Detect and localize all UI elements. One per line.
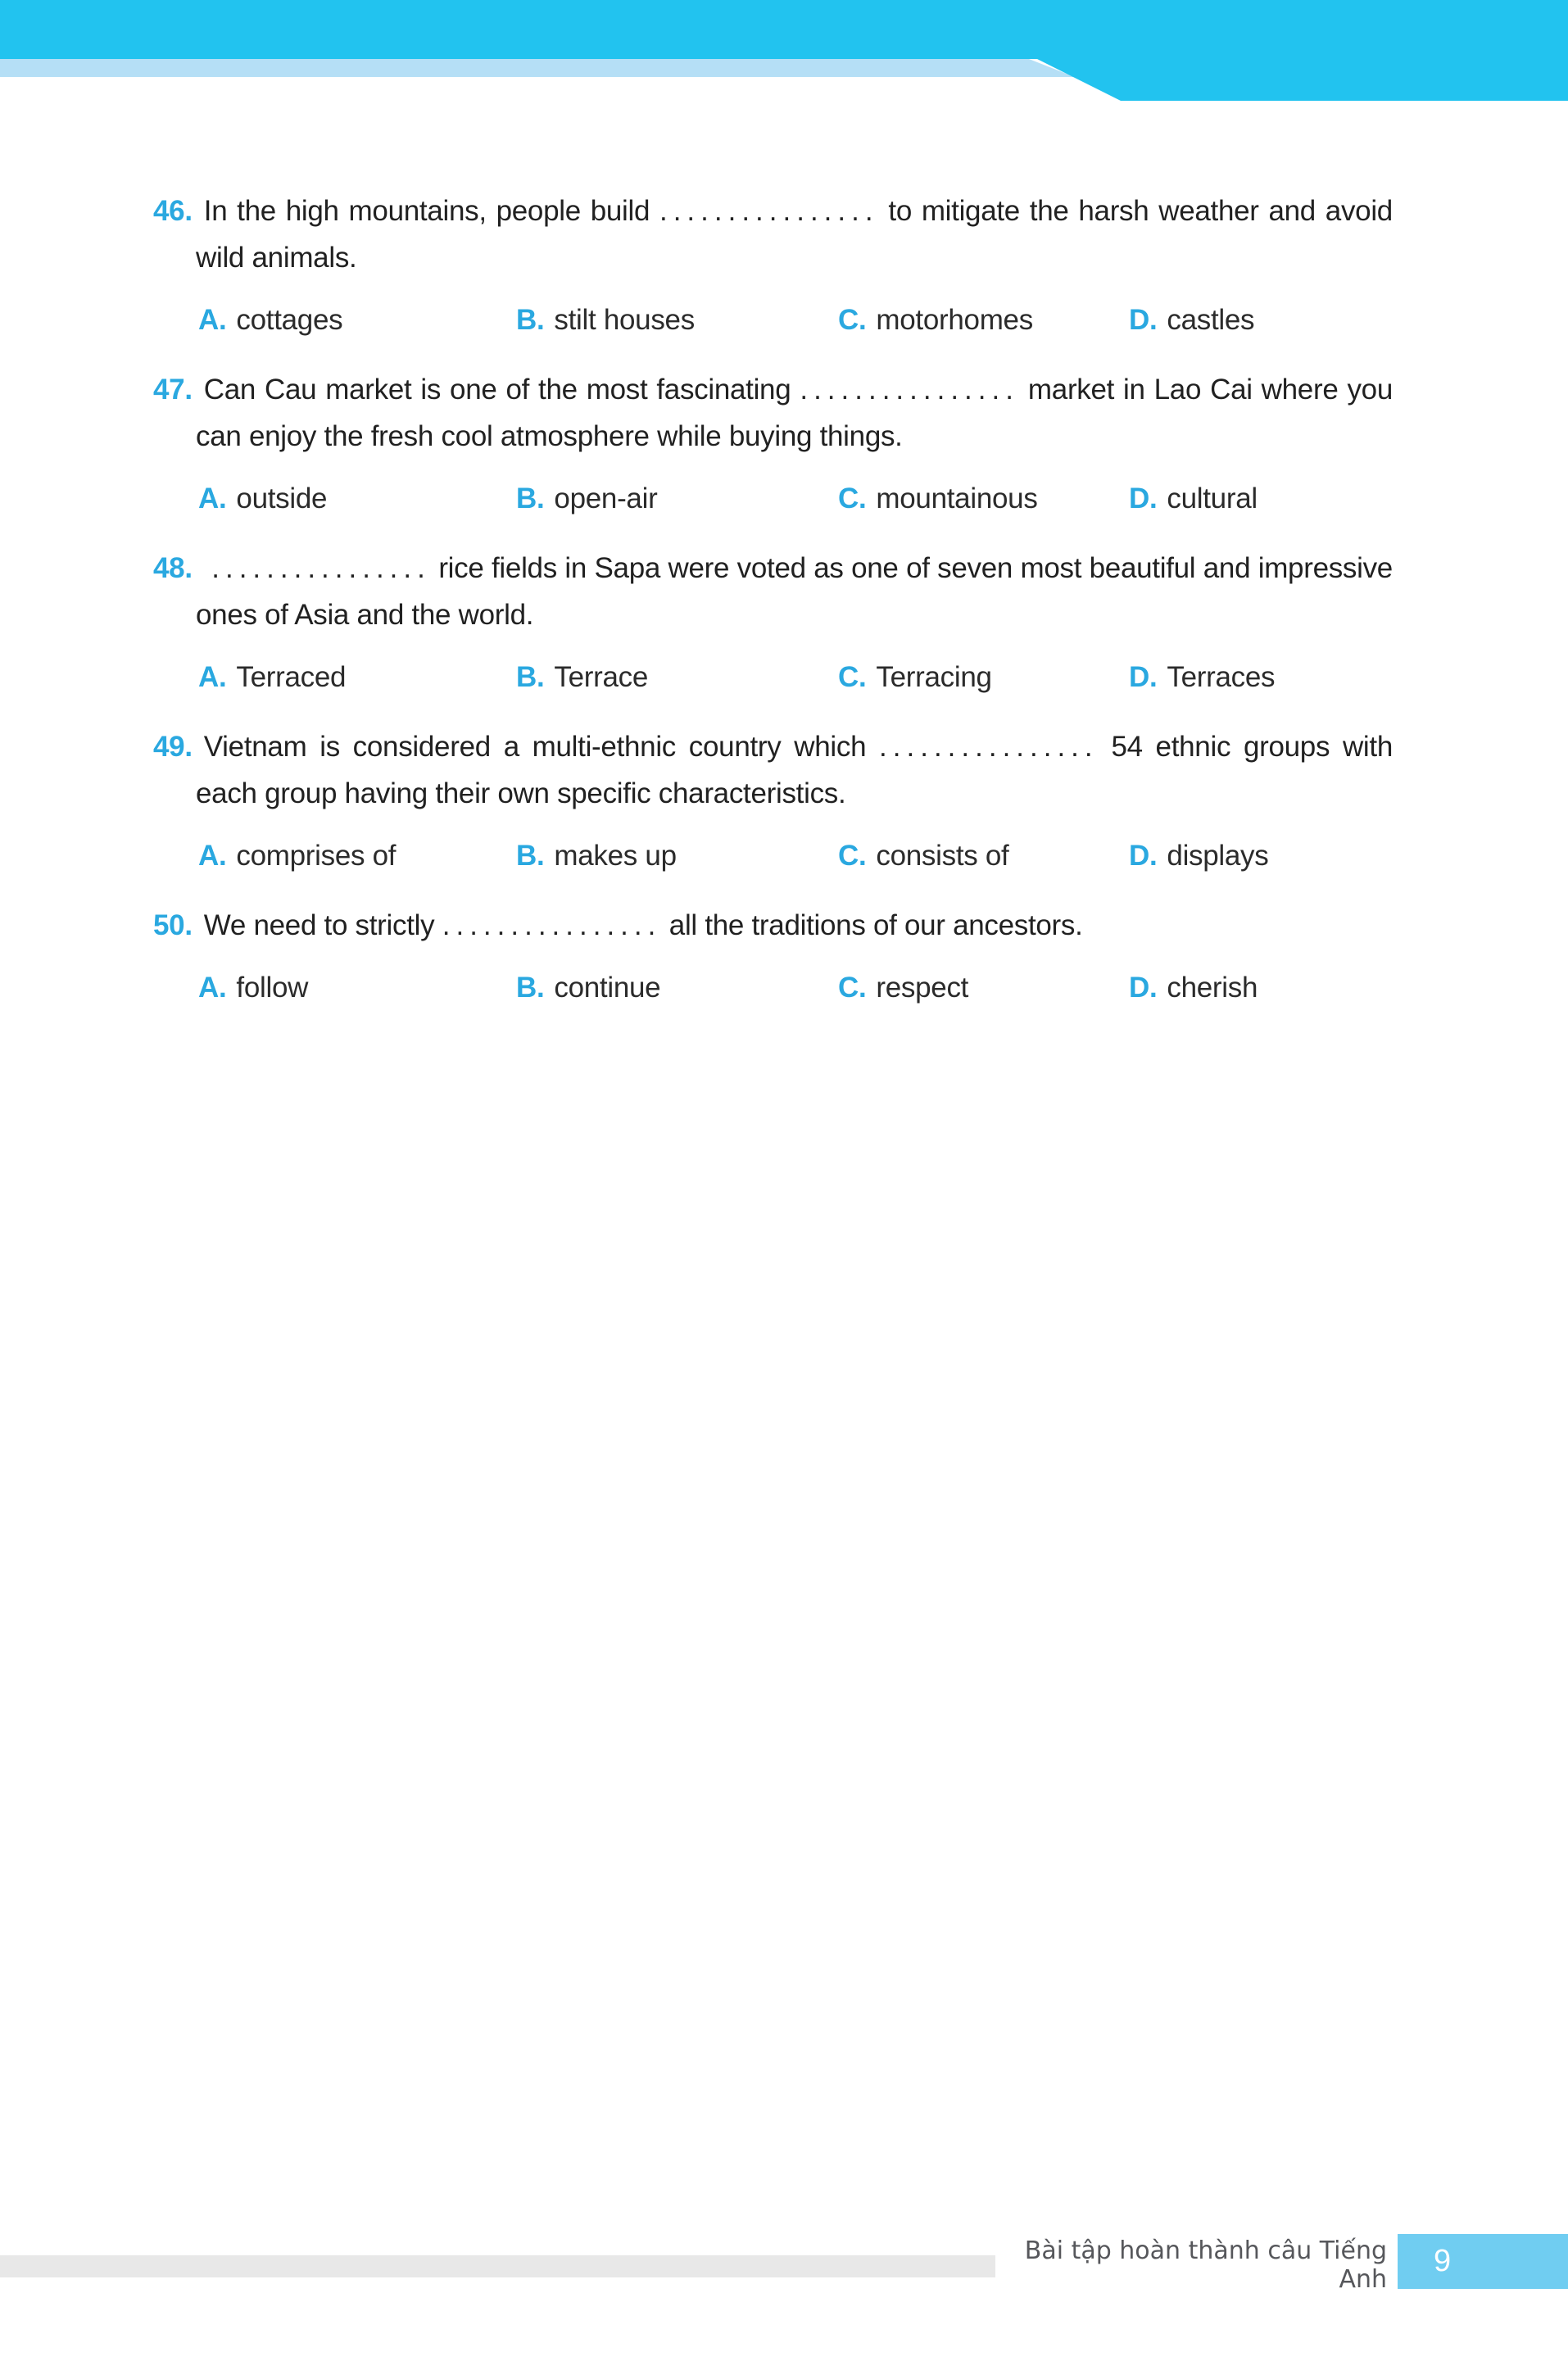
option-letter: B. xyxy=(516,304,545,336)
option-text: consists of xyxy=(876,840,1009,872)
option-letter: C. xyxy=(838,304,867,336)
option-c xyxy=(838,964,1129,1011)
option-text: cottages xyxy=(236,304,343,336)
option-text: outside xyxy=(236,483,328,514)
option-letter: B. xyxy=(516,661,545,693)
option-text: Terraces xyxy=(1167,661,1276,693)
question-47 xyxy=(153,366,1393,522)
question-post: to mitigate the harsh weather and avoid wild animals. xyxy=(196,195,1393,274)
question-number: 48. xyxy=(153,552,193,584)
option-text: stilt houses xyxy=(554,304,695,336)
blank-dots: ................ xyxy=(211,552,431,584)
option-letter: C. xyxy=(838,840,867,872)
option-d xyxy=(1129,475,1393,522)
question-text xyxy=(153,902,1393,949)
page-number-box xyxy=(1398,2234,1568,2289)
option-letter: D. xyxy=(1129,840,1158,872)
question-number: 47. xyxy=(153,374,193,406)
option-letter: B. xyxy=(516,972,545,1004)
option-b xyxy=(516,297,838,343)
option-text: open-air xyxy=(554,483,658,514)
option-a xyxy=(198,964,516,1011)
option-text: motorhomes xyxy=(876,304,1033,336)
option-a xyxy=(198,832,516,879)
option-text: Terrace xyxy=(554,661,649,693)
option-a xyxy=(198,654,516,700)
blank-dots: ................ xyxy=(800,374,1019,406)
option-c xyxy=(838,297,1129,343)
question-text xyxy=(153,188,1393,281)
option-letter: C. xyxy=(838,972,867,1004)
option-text: displays xyxy=(1167,840,1269,872)
option-letter: C. xyxy=(838,483,867,514)
option-letter: A. xyxy=(198,972,227,1004)
option-text: Terraced xyxy=(236,661,347,693)
page-number: 9 xyxy=(1434,2244,1452,2278)
option-d xyxy=(1129,654,1393,700)
question-49 xyxy=(153,723,1393,879)
options-row xyxy=(153,475,1393,522)
option-letter: B. xyxy=(516,840,545,872)
option-text: cherish xyxy=(1167,972,1258,1004)
option-b xyxy=(516,832,838,879)
option-letter: A. xyxy=(198,304,227,336)
header-cyan-tab xyxy=(1037,59,1568,101)
question-number: 49. xyxy=(153,731,193,763)
question-pre: Can Cau market is one of the most fascinating xyxy=(203,374,791,406)
option-letter: A. xyxy=(198,661,227,693)
option-b xyxy=(516,964,838,1011)
blank-dots: ................ xyxy=(659,195,879,227)
question-pre: Vietnam is considered a multi-ethnic country which xyxy=(203,731,867,763)
questions-list xyxy=(0,0,1568,1011)
question-text xyxy=(153,366,1393,460)
option-a xyxy=(198,475,516,522)
question-number: 46. xyxy=(153,195,193,227)
question-post: rice fields in Sapa were voted as one of seven most beautiful and impressive ones of Asia and the world. xyxy=(196,552,1393,631)
option-letter: A. xyxy=(198,483,227,514)
option-letter: D. xyxy=(1129,661,1158,693)
option-c xyxy=(838,654,1129,700)
options-row xyxy=(153,832,1393,879)
option-text: cultural xyxy=(1167,483,1258,514)
option-text: Terracing xyxy=(876,661,992,693)
question-48 xyxy=(153,545,1393,700)
options-row xyxy=(153,654,1393,700)
question-text xyxy=(153,723,1393,817)
option-text: follow xyxy=(236,972,309,1004)
option-text: comprises of xyxy=(236,840,397,872)
question-pre: In the high mountains, people build xyxy=(203,195,650,227)
question-pre: We need to strictly xyxy=(203,909,435,941)
option-letter: D. xyxy=(1129,483,1158,514)
option-letter: B. xyxy=(516,483,545,514)
footer-book-title: Bài tập hoàn thành câu Tiếng Anh xyxy=(1024,2236,1387,2294)
header-light-blue-strip xyxy=(0,59,1075,77)
question-number: 50. xyxy=(153,909,193,941)
blank-dots: ................ xyxy=(879,731,1099,763)
option-text: mountainous xyxy=(876,483,1038,514)
option-text: makes up xyxy=(554,840,677,872)
question-post: market in Lao Cai where you can enjoy the fresh cool atmosphere while buying things. xyxy=(196,374,1393,452)
option-b xyxy=(516,654,838,700)
blank-dots: ................ xyxy=(442,909,662,941)
option-text: castles xyxy=(1167,304,1255,336)
question-50 xyxy=(153,902,1393,1011)
footer-divider-bar xyxy=(0,2255,995,2277)
question-46 xyxy=(153,188,1393,343)
header-cyan-bar xyxy=(0,0,1568,59)
option-text: continue xyxy=(554,972,661,1004)
option-c xyxy=(838,475,1129,522)
options-row xyxy=(153,964,1393,1011)
option-a xyxy=(198,297,516,343)
option-letter: D. xyxy=(1129,304,1158,336)
page-footer xyxy=(0,2234,1568,2294)
question-text xyxy=(153,545,1393,638)
option-text: respect xyxy=(876,972,969,1004)
option-letter: A. xyxy=(198,840,227,872)
option-b xyxy=(516,475,838,522)
option-d xyxy=(1129,297,1393,343)
option-d xyxy=(1129,832,1393,879)
option-c xyxy=(838,832,1129,879)
option-d xyxy=(1129,964,1393,1011)
question-post: all the traditions of our ancestors. xyxy=(668,909,1083,941)
question-post: 54 ethnic groups with each group having their own specific characteristics. xyxy=(196,731,1393,809)
option-letter: C. xyxy=(838,661,867,693)
option-letter: D. xyxy=(1129,972,1158,1004)
page-header-decoration xyxy=(0,0,1568,101)
options-row xyxy=(153,297,1393,343)
